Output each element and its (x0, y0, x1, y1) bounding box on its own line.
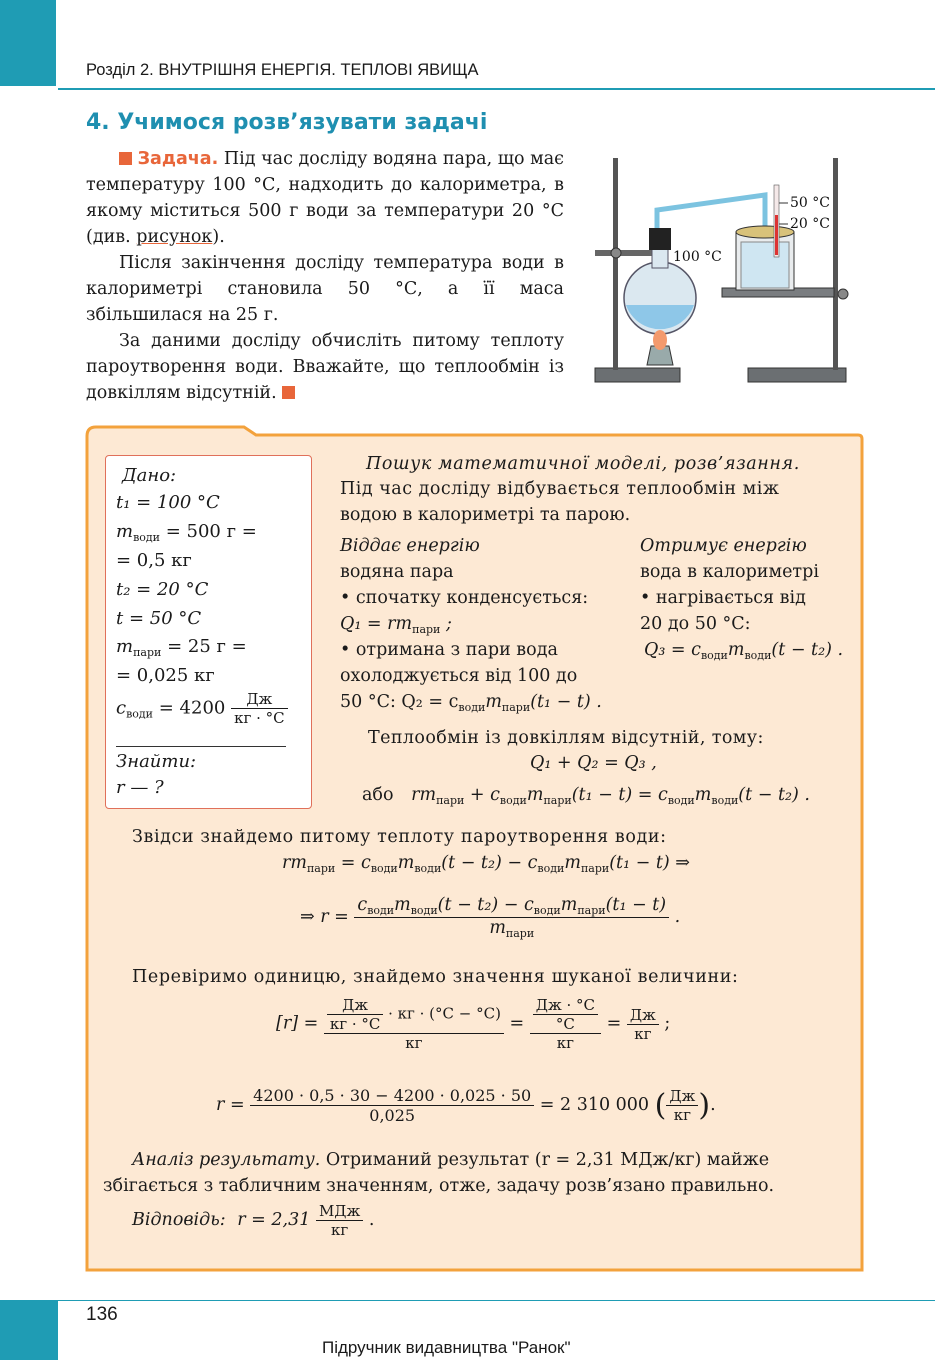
section-title: 4. Учимося розв’язувати задачі (86, 110, 488, 135)
gives-2: • спочатку конденсується: (340, 588, 589, 608)
model-title: Пошук математичної моделі, розв’язання. (366, 454, 800, 474)
bottom-left-tab (0, 1300, 58, 1360)
given-divider (116, 746, 286, 747)
given-c: $c_{води} = 4200$ $\frac{Дж}{кг \cdot ^\circ C}$ (116, 690, 288, 727)
orange-square-icon (119, 152, 132, 165)
check-line: Перевіримо одиницю, знайдемо значення шуканої величини: (132, 967, 739, 987)
label-50: 50 °C (790, 195, 830, 211)
given-mwater: $m_{води} = 500$ г = (116, 521, 257, 544)
balance-line: Теплообмін із довкіллям відсутній, тому: (368, 728, 764, 748)
receives-q3: $Q_3 = c_{води}m_{води}(t - t_2)$ . (644, 640, 844, 662)
receives-2: • нагрівається від (640, 588, 806, 608)
gives-5: охолоджується від 100 до (340, 666, 578, 686)
given-msteam: $m_{пари} = 25$ г = (116, 636, 247, 659)
publisher-note: Підручник видавництва "Ранок" (322, 1338, 571, 1357)
derive-eq1: $rm_{пари} = c_{води}m_{води}(t - t_2) - c_{води}m_{пари}(t_1 - t)$ ⇒ (282, 853, 690, 875)
orange-square-icon (282, 386, 295, 399)
gives-q2: 50 °С: $Q_2 = c_{води}m_{пари}(t_1 - t)$ . (340, 692, 602, 714)
running-head: Розділ 2. ВНУТРІШНЯ ЕНЕРГІЯ. ТЕПЛОВІ ЯВИЩА (86, 61, 479, 79)
header-rule (58, 88, 935, 90)
given-mwater-kg: = 0,5 кг (116, 550, 192, 571)
receives-1: вода в калориметрі (640, 562, 819, 582)
gives-q1: $Q_1 = rm_{пари}$ ; (340, 614, 452, 636)
given-msteam-kg: = 0,025 кг (116, 665, 215, 686)
given-t1: t₁ = 100 °C (116, 492, 220, 513)
answer: Відповідь: r = 2,31 $\frac{\text{МДж}}{кг}$ . (132, 1202, 375, 1239)
receives-3: 20 до 50 °С: (640, 614, 751, 634)
given-t: t = 50 °C (116, 608, 202, 629)
page-number: 136 (86, 1304, 118, 1325)
figure-link[interactable]: рисунок (136, 227, 213, 247)
task-p3: За даними досліду обчисліть питому теплоту пароутворення води. Вважайте, що теплообмін із довкіллям відсутній. (86, 331, 564, 403)
balance-or: або $rm_{пари} + c_{води}m_{пари}(t_1 - t) = c_{води}m_{води}(t - t_2)$ . (362, 785, 810, 807)
analysis-line-2: збігається з табличним значенням, отже, задачу розв’язано правильно. (103, 1176, 775, 1196)
gives-1: водяна пара (340, 562, 454, 582)
balance-eq: Q₁ + Q₂ = Q₃ , (530, 753, 657, 773)
task-label: Задача. (137, 149, 219, 169)
label-100: 100 °C (673, 249, 722, 265)
experiment-figure (585, 150, 865, 395)
gives-4: • отримана з пари вода (340, 640, 558, 660)
result-eq: r = $\frac{4200 \cdot 0,5 \cdot 30 - 4200 \cdot 0,025 \cdot 50}{0,025}$ = 2 310 000 ( $\frac{Дж}{кг}$ ). (216, 1086, 716, 1125)
derive-eq2: ⇒ r = $\frac{c_{води}m_{води}(t - t_2) - c_{води}m_{пари}(t_1 - t)}{m_{пари}}$ . (300, 895, 681, 940)
unit-check: [r] = $\frac{Дж}{кг \cdot ^\circ C}$ · кг · (°C − °C) кг = $\frac{\frac{Дж \cdot ^\circ C}{^\circ C}}{кг}$ = $\frac{Дж}{кг}$ ; (276, 996, 671, 1052)
find-title: Знайти: (116, 751, 197, 772)
receives-title: Отримує енергію (640, 536, 807, 556)
derive-line: Звідси знайдемо питому теплоту пароутворення води: (132, 827, 667, 847)
label-20: 20 °C (790, 216, 830, 232)
task-p2: Після закінчення досліду температура води в калориметрі становила 50 °С, а її маса збільшилася на 25 г. (86, 253, 564, 325)
given-title: Дано: (122, 465, 177, 486)
intro-line-1: Під час досліду відбувається теплообмін між (340, 479, 780, 499)
task-text: Задача. Під час досліду водяна пара, що має температуру 100 °С, надходить до калориметра, в якому міститься 500 г води за температури 20 °С (див. рисунок). Після закінчення досліду температура води в калориметрі становила 50 °С, а її маса збільшилася на 25 г. За даними досліду обчисліть питому теплоту пароутворення води. Вважайте, що теплообмін із довкіллям відсутній. (86, 146, 564, 406)
analysis-line-1: Аналіз результату. Отриманий результат (r = 2,31 МДж/кг) майже (132, 1150, 770, 1170)
given-t2: t₂ = 20 °C (116, 579, 209, 600)
intro-line-2: водою в калориметрі та парою. (340, 505, 631, 525)
find-value: r — ? (116, 777, 164, 798)
footer-rule (58, 1300, 935, 1301)
top-left-tab (0, 0, 56, 86)
gives-title: Віддає енергію (340, 536, 480, 556)
